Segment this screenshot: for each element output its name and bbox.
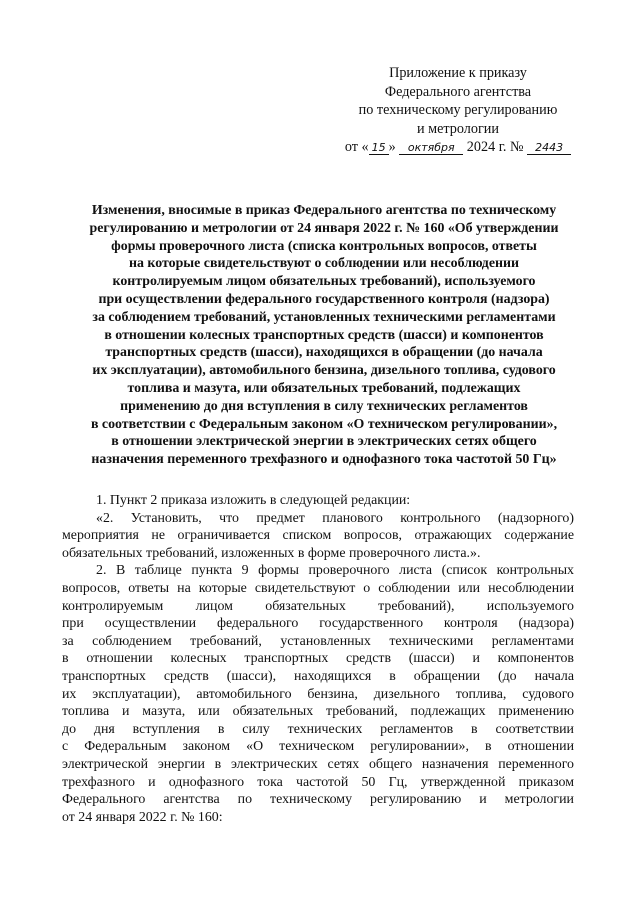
handwritten-order-number: 2443	[527, 141, 571, 155]
title-line: в отношении колесных транспортных средств (шасси) и компонентов	[104, 327, 544, 343]
date-year: 2024 г. №	[466, 139, 524, 155]
appendix-line: и метрологии	[417, 120, 499, 137]
paragraph-line: до дня вступления в силу технических регламентов в соответствии	[62, 721, 574, 737]
title-line: применению до дня вступления в силу технических регламентов	[120, 398, 528, 414]
title-line: их эксплуатации), автомобильного бензина, дизельного топлива, судового	[92, 363, 556, 379]
order-date-line	[340, 138, 576, 157]
document-title	[60, 202, 588, 469]
paragraph-line: при осуществлении федерального государственного контроля (надзора)	[62, 616, 574, 632]
document-body	[62, 492, 574, 826]
handwritten-day: 15	[369, 141, 389, 155]
paragraph-line: обязательных требований, изложенных в форме проверочного листа.».	[62, 545, 481, 561]
paragraph-line: с Федеральным законом «О техническом регулировании», в отношении	[62, 739, 574, 755]
paragraph-line: их эксплуатации), автомобильного бензина, дизельного топлива, судового	[62, 686, 574, 702]
paragraph-item-1	[62, 492, 574, 510]
paragraph-line: мероприятия не ограничивается списком вопросов, отражающих содержание	[62, 528, 574, 544]
title-line: регулированию и метрологии от 24 января 2022 г. № 160 «Об утверждении	[89, 220, 559, 236]
appendix-line: Приложение к приказу	[389, 65, 527, 81]
paragraph-line: 1. Пункт 2 приказа изложить в следующей редакции:	[96, 493, 411, 508]
title-line: на которые свидетельствуют о соблюдении или несоблюдении	[128, 256, 520, 272]
paragraph-line: контролируемым лицом обязательных требований), используемого	[62, 598, 574, 614]
paragraph-line: Федерального агентства по техническому регулированию и метрологии	[62, 792, 574, 808]
paragraph-line: топлива и мазута, или обязательных требований, подлежащих применению	[62, 704, 574, 720]
paragraph-item-2	[62, 562, 574, 826]
title-line: формы проверочного листа (списка контрольных вопросов, ответы	[111, 238, 537, 254]
title-line: в соответствии с Федеральным законом «О техническом регулировании»,	[90, 416, 558, 432]
paragraph-line: транспортных средств (шасси), находящихся в обращении (до начала	[62, 668, 574, 684]
date-mid: »	[388, 139, 396, 155]
paragraph-line: в отношении колесных транспортных средств (шасси) и компонентов	[62, 651, 574, 667]
paragraph-line: электрической энергии в электрических сетях общего назначения переменного	[62, 756, 574, 772]
title-line: за соблюдением требований, установленных техническими регламентами	[92, 309, 556, 325]
handwritten-month: октября	[399, 141, 463, 155]
paragraph-line: от 24 января 2022 г. № 160:	[62, 809, 223, 825]
paragraph-quote	[62, 510, 574, 563]
title-line: топлива и мазута, или обязательных требований, подлежащих	[127, 380, 521, 396]
title-line: контролируемым лицом обязательных требований), используемого	[112, 274, 536, 290]
title-line: в отношении электрической энергии в электрических сетях общего	[111, 434, 537, 450]
title-line: Изменения, вносимые в приказ Федерального агентства по техническому	[91, 203, 557, 218]
paragraph-line: за соблюдением требований, установленных техническими регламентами	[62, 633, 574, 649]
paragraph-line: 2. В таблице пункта 9 формы проверочного листа (список контрольных	[96, 563, 574, 579]
paragraph-line: вопросов, ответы на которые свидетельствуют о соблюдении или несоблюдении	[62, 580, 574, 596]
title-line: транспортных средств (шасси), находящихся в обращении (до начала	[105, 345, 543, 361]
paragraph-line: «2. Установить, что предмет планового контрольного (надзорного)	[96, 510, 574, 526]
appendix-header	[340, 64, 576, 157]
appendix-line: Федерального агентства	[384, 83, 532, 100]
appendix-line: по техническому регулированию	[358, 102, 558, 118]
paragraph-line: трехфазного и однофазного тока частотой 50 Гц, утвержденной приказом	[62, 774, 574, 790]
title-line: назначения переменного трехфазного и однофазного тока частотой 50 Гц»	[91, 452, 557, 468]
title-line: при осуществлении федерального государственного контроля (надзора)	[98, 291, 550, 307]
date-prefix: от «	[344, 139, 369, 155]
